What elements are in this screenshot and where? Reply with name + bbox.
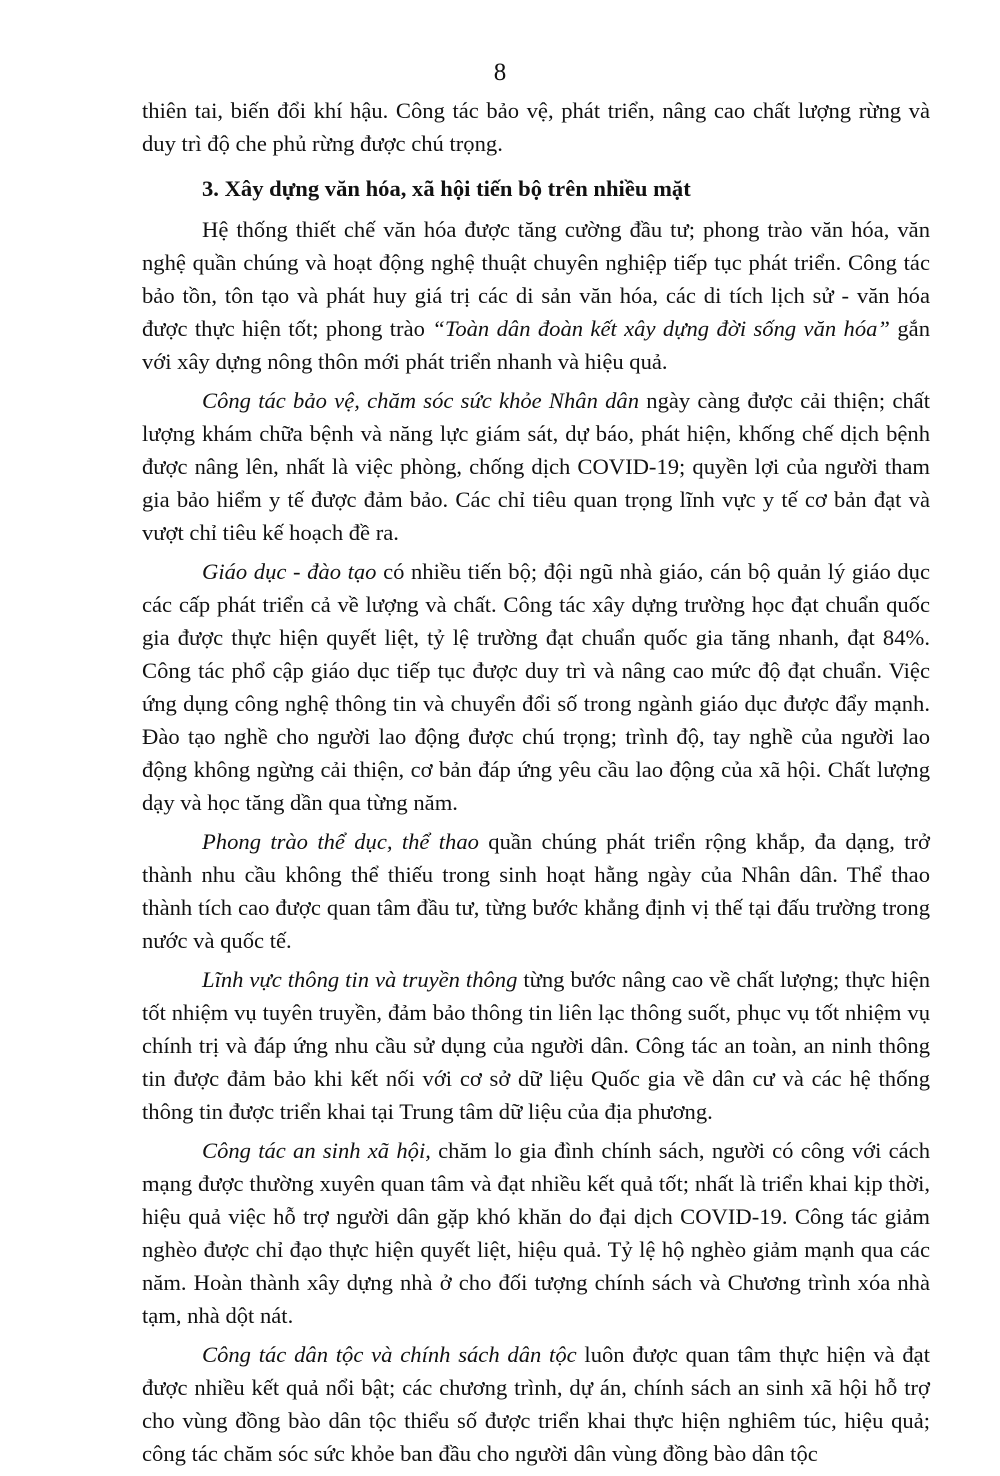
paragraph-text: từng bước nâng cao về chất lượng; thực hiện tốt nhiệm vụ tuyên truyền, đảm bảo thông tin liên lạc thông suốt, phục vụ tốt nhiệm vụ chính trị và đáp ứng nhu cầu sử dụng của người dân. Công tác an toàn, an ninh thông tin được đảm bảo khi kết nối với cơ sở dữ liệu Quốc gia về dân cư và các hệ thống thông tin được triển khai tại Trung tâm dữ liệu của địa phương. — [142, 967, 930, 1124]
section-heading: 3. Xây dựng văn hóa, xã hội tiến bộ trên nhiều mặt — [202, 176, 691, 201]
paragraph-ethnic-affairs — [142, 1338, 930, 1470]
paragraph-text: có nhiều tiến bộ; đội ngũ nhà giáo, cán bộ quản lý giáo dục các cấp phát triển cả về lượng và chất. Công tác xây dựng trường học đạt chuẩn quốc gia được thực hiện quyết liệt, tỷ lệ trường đạt chuẩn quốc gia tăng nhanh, đạt 84%. Công tác phổ cập giáo dục tiếp tục được duy trì và nâng cao mức độ đạt chuẩn. Việc ứng dụng công nghệ thông tin và chuyển đổi số trong ngành giáo dục được đẩy mạnh. Đào tạo nghề cho người lao động được chú trọng; trình độ, tay nghề của người lao động không ngừng cải thiện, cơ bản đáp ứng yêu cầu lao động của xã hội. Chất lượng dạy và học tăng dần qua từng năm. — [142, 559, 930, 815]
paragraph-italic-phrase: “Toàn dân đoàn kết xây dựng đời sống văn hóa” — [432, 316, 890, 341]
paragraph-italic-phrase: Công tác bảo vệ, chăm sóc sức khỏe Nhân dân — [202, 388, 640, 413]
paragraph-text: chăm lo gia đình chính sách, người có công với cách mạng được thường xuyên quan tâm và đạt nhiều kết quả tốt; nhất là triển khai kịp thời, hiệu quả việc hỗ trợ người dân gặp khó khăn do đại dịch COVID-19. Công tác giảm nghèo được chỉ đạo thực hiện quyết liệt, hiệu quả. Tỷ lệ hộ nghèo giảm mạnh qua các năm. Hoàn thành xây dựng nhà ở cho đối tượng chính sách và Chương trình xóa nhà tạm, nhà dột nát. — [142, 1138, 930, 1328]
page-body — [142, 94, 930, 1476]
paragraph-text: Hệ thống thiết chế văn hóa được tăng cường đầu tư; phong trào văn hóa, văn nghệ quần chúng và hoạt động nghệ thuật chuyên nghiệp tiếp tục phát triển. Công tác bảo tồn, tôn tạo và phát huy giá trị các di sản văn hóa, các di tích lịch sử - văn hóa được thực hiện tốt; phong trào — [142, 217, 930, 341]
paragraph-italic-phrase: Lĩnh vực thông tin và truyền thông — [202, 967, 518, 992]
paragraph-sports — [142, 825, 930, 957]
paragraph-italic-phrase: Công tác an sinh xã hội, — [202, 1138, 431, 1163]
paragraph-text: luôn được quan tâm thực hiện và đạt được nhiều kết quả nổi bật; các chương trình, dự án, chính sách an sinh xã hội hỗ trợ cho vùng đồng bào dân tộc thiểu số được triển khai thực hiện nghiêm túc, hiệu quả; công tác chăm sóc sức khỏe ban đầu cho người dân vùng đồng bào dân tộc — [142, 1342, 930, 1466]
paragraph-education — [142, 555, 930, 819]
paragraph-text: ngày càng được cải thiện; chất lượng khám chữa bệnh và năng lực giám sát, dự báo, phát hiện, khống chế dịch bệnh được nâng lên, nhất là việc phòng, chống dịch COVID-19; quyền lợi của người tham gia bảo hiểm y tế được đảm bảo. Các chỉ tiêu quan trọng lĩnh vực y tế cơ bản đạt và vượt chỉ tiêu kế hoạch đề ra. — [142, 388, 930, 545]
paragraph-communications — [142, 963, 930, 1128]
paragraph-italic-phrase: Giáo dục - đào tạo — [202, 559, 377, 584]
paragraph-text: gắn với xây dựng nông thôn mới phát triển nhanh và hiệu quả. — [142, 316, 930, 374]
paragraph-italic-phrase: Công tác dân tộc và chính sách dân tộc — [202, 1342, 577, 1367]
paragraph-culture — [142, 213, 930, 378]
intro-paragraph: thiên tai, biến đổi khí hậu. Công tác bảo vệ, phát triển, nâng cao chất lượng rừng và duy trì độ che phủ rừng được chú trọng. — [142, 98, 930, 156]
paragraph-italic-phrase: Phong trào thể dục, thể thao — [202, 829, 479, 854]
paragraph-text: quần chúng phát triển rộng khắp, đa dạng, trở thành nhu cầu không thể thiếu trong sinh hoạt hằng ngày của Nhân dân. Thể thao thành tích cao được quan tâm đầu tư, từng bước khẳng định vị thế tại đấu trường trong nước và quốc tế. — [142, 829, 930, 953]
paragraph-social-security — [142, 1134, 930, 1332]
page-number: 8 — [493, 59, 507, 86]
paragraph-health — [142, 384, 930, 549]
